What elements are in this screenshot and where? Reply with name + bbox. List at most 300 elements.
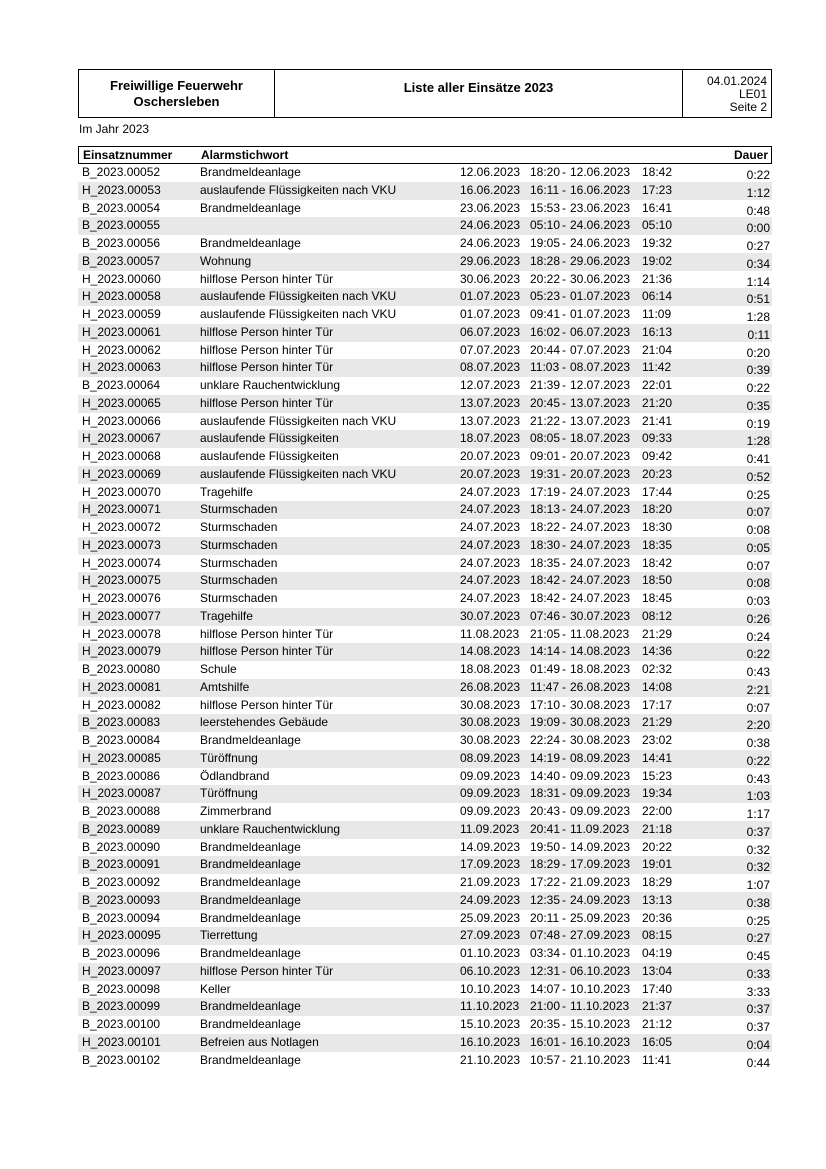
range-separator: -	[562, 786, 566, 801]
end-date: 30.08.2023	[570, 715, 631, 730]
range-separator: -	[562, 910, 566, 925]
end-date: 17.09.2023	[570, 857, 631, 872]
start-time: 16:02	[530, 324, 561, 339]
duration: 0:52	[746, 469, 770, 484]
table-row	[78, 714, 772, 732]
end-date: 18.07.2023	[570, 431, 631, 446]
start-date: 24.06.2023	[460, 236, 521, 250]
duration: 0:08	[746, 523, 770, 537]
start-time: 17:22	[530, 875, 561, 889]
range-separator: -	[562, 449, 566, 463]
start-time: 18:20	[530, 165, 561, 179]
end-date: 06.07.2023	[570, 324, 631, 339]
end-date: 13.07.2023	[570, 413, 631, 428]
incident-number: H_2023.00069	[82, 466, 161, 481]
start-date: 12.07.2023	[460, 378, 521, 392]
incident-number: B_2023.00091	[82, 857, 161, 872]
incident-number: H_2023.00061	[82, 324, 161, 339]
table-row	[78, 395, 772, 413]
duration: 0:34	[746, 256, 770, 271]
table-row	[78, 963, 772, 981]
table-row	[78, 785, 772, 803]
start-time: 05:10	[530, 218, 561, 233]
start-time: 21:00	[530, 999, 561, 1014]
start-date: 24.07.2023	[460, 591, 521, 605]
end-date: 24.07.2023	[570, 555, 631, 570]
end-time: 21:41	[642, 413, 673, 428]
incident-number: H_2023.00063	[82, 360, 161, 375]
incident-number: H_2023.00067	[82, 431, 161, 446]
end-time: 23:02	[642, 733, 673, 747]
alarm-keyword: auslaufende Flüssigkeiten	[200, 449, 339, 463]
duration: 0:41	[746, 452, 770, 466]
end-time: 14:41	[642, 750, 673, 765]
table-row	[78, 910, 772, 928]
alarm-keyword: auslaufende Flüssigkeiten nach VKU	[200, 413, 397, 428]
table-row	[78, 377, 772, 395]
alarm-keyword: hilflose Person hinter Tür	[200, 697, 334, 712]
range-separator: -	[562, 1017, 566, 1031]
incident-number: B_2023.00094	[82, 910, 161, 925]
range-separator: -	[562, 253, 566, 268]
end-date: 15.10.2023	[570, 1017, 631, 1031]
start-time: 18:30	[530, 537, 561, 552]
end-date: 14.08.2023	[570, 644, 631, 659]
start-date: 08.09.2023	[460, 750, 521, 765]
start-date: 09.09.2023	[460, 804, 521, 818]
table-row	[78, 839, 772, 857]
duration: 0:05	[746, 540, 770, 555]
start-date: 25.09.2023	[460, 910, 521, 925]
end-date: 30.08.2023	[570, 697, 631, 712]
duration: 0:32	[746, 842, 770, 857]
end-time: 20:36	[642, 910, 673, 925]
start-date: 26.08.2023	[460, 679, 521, 694]
end-time: 02:32	[642, 662, 673, 676]
duration: 0:07	[746, 558, 770, 573]
end-date: 24.07.2023	[570, 502, 631, 517]
table-row	[78, 555, 772, 573]
end-date: 27.09.2023	[570, 928, 631, 943]
incident-number: H_2023.00097	[82, 963, 161, 978]
duration: 0:20	[746, 345, 770, 360]
start-date: 20.07.2023	[460, 449, 521, 463]
duration: 0:44	[746, 1055, 770, 1070]
start-time: 18:42	[530, 573, 561, 588]
start-date: 30.07.2023	[460, 608, 521, 623]
start-time: 21:39	[530, 378, 561, 392]
incident-number: B_2023.00056	[82, 236, 161, 250]
incident-number: H_2023.00082	[82, 697, 161, 712]
end-date: 24.07.2023	[570, 591, 631, 605]
alarm-keyword: Brandmeldeanlage	[200, 1017, 301, 1031]
alarm-keyword: Ödlandbrand	[200, 768, 270, 783]
end-date: 09.09.2023	[570, 804, 631, 818]
table-header	[78, 146, 772, 164]
alarm-keyword: hilflose Person hinter Tür	[200, 395, 334, 410]
table-row	[78, 235, 772, 253]
incident-number: H_2023.00070	[82, 484, 161, 499]
start-time: 18:22	[530, 520, 561, 534]
alarm-keyword: hilflose Person hinter Tür	[200, 644, 334, 659]
duration: 0:24	[746, 629, 770, 644]
incident-number: H_2023.00065	[82, 395, 161, 410]
end-time: 18:45	[642, 591, 673, 605]
start-time: 09:01	[530, 449, 561, 463]
start-date: 30.08.2023	[460, 733, 521, 747]
alarm-keyword: Amtshilfe	[200, 679, 250, 694]
duration: 0:07	[746, 505, 770, 520]
range-separator: -	[562, 502, 566, 517]
end-date: 24.07.2023	[570, 573, 631, 588]
incident-number: H_2023.00071	[82, 502, 161, 517]
duration: 1:07	[746, 878, 770, 892]
start-time: 05:23	[530, 289, 561, 304]
duration: 0:45	[746, 949, 770, 963]
alarm-keyword: Keller	[200, 981, 231, 996]
end-time: 08:12	[642, 608, 673, 623]
column-header-number: Einsatznummer	[83, 148, 173, 162]
start-date: 30.08.2023	[460, 697, 521, 712]
end-date: 23.06.2023	[570, 200, 631, 215]
alarm-keyword: auslaufende Flüssigkeiten nach VKU	[200, 289, 397, 304]
table-row	[78, 608, 772, 626]
end-date: 14.09.2023	[570, 839, 631, 854]
table-row	[78, 626, 772, 644]
end-time: 20:23	[642, 466, 673, 481]
end-time: 16:41	[642, 200, 673, 215]
start-date: 06.07.2023	[460, 324, 521, 339]
duration: 0:33	[746, 966, 770, 981]
alarm-keyword: Tragehilfe	[200, 484, 253, 499]
range-separator: -	[562, 999, 566, 1014]
table-row	[78, 448, 772, 466]
end-date: 29.06.2023	[570, 253, 631, 268]
alarm-keyword: Brandmeldeanlage	[200, 1052, 301, 1067]
incident-number: H_2023.00079	[82, 644, 161, 659]
end-time: 18:42	[642, 165, 673, 179]
alarm-keyword: Sturmschaden	[200, 555, 278, 570]
duration: 0:22	[746, 647, 770, 662]
range-separator: -	[562, 591, 566, 605]
start-time: 14:14	[530, 644, 561, 659]
table-row	[78, 643, 772, 661]
start-time: 08:05	[530, 431, 561, 446]
duration: 1:28	[746, 310, 770, 324]
table-row	[78, 164, 772, 182]
incident-number: B_2023.00102	[82, 1052, 161, 1067]
start-date: 15.10.2023	[460, 1017, 521, 1031]
start-date: 13.07.2023	[460, 413, 521, 428]
start-date: 11.10.2023	[460, 999, 520, 1014]
alarm-keyword: Brandmeldeanlage	[200, 200, 301, 215]
range-separator: -	[562, 928, 566, 943]
incident-number: H_2023.00078	[82, 626, 161, 641]
end-date: 07.07.2023	[570, 342, 631, 357]
range-separator: -	[562, 821, 566, 836]
range-separator: -	[562, 1052, 566, 1067]
end-time: 13:04	[642, 963, 673, 978]
alarm-keyword: auslaufende Flüssigkeiten nach VKU	[200, 182, 397, 197]
duration: 0:25	[746, 913, 770, 928]
start-time: 22:24	[530, 733, 561, 747]
incident-number: B_2023.00099	[82, 999, 161, 1014]
end-time: 16:05	[642, 1034, 673, 1049]
start-date: 11.09.2023	[460, 821, 520, 836]
end-time: 16:13	[642, 324, 673, 339]
end-time: 17:23	[642, 182, 673, 197]
end-date: 30.07.2023	[570, 608, 631, 623]
end-time: 19:02	[642, 253, 673, 268]
end-date: 24.06.2023	[570, 236, 631, 250]
start-time: 21:05	[530, 626, 561, 641]
duration: 0:04	[746, 1037, 770, 1052]
start-time: 12:35	[530, 892, 561, 907]
duration: 0:26	[746, 611, 770, 626]
start-time: 18:29	[530, 857, 561, 872]
range-separator: -	[562, 573, 566, 588]
range-separator: -	[562, 733, 566, 747]
table-row	[78, 856, 772, 874]
duration: 0:38	[746, 736, 770, 750]
start-time: 19:50	[530, 839, 561, 854]
range-separator: -	[562, 857, 566, 872]
table-row	[78, 200, 772, 218]
table-row	[78, 874, 772, 892]
incident-number: H_2023.00075	[82, 573, 161, 588]
end-date: 16.10.2023	[570, 1034, 631, 1049]
duration: 0:08	[746, 576, 770, 591]
end-time: 14:36	[642, 644, 673, 659]
start-time: 20:44	[530, 342, 561, 357]
range-separator: -	[562, 484, 566, 499]
range-separator: -	[562, 466, 566, 481]
incident-number: B_2023.00100	[82, 1017, 161, 1031]
table-row	[78, 359, 772, 377]
end-time: 21:29	[642, 626, 673, 641]
table-row	[78, 519, 772, 537]
duration: 0:25	[746, 487, 770, 502]
range-separator: -	[562, 413, 566, 428]
start-date: 24.06.2023	[460, 218, 521, 233]
start-date: 16.10.2023	[460, 1034, 521, 1049]
end-time: 11:41	[642, 1052, 672, 1067]
alarm-keyword: Brandmeldeanlage	[200, 875, 301, 889]
start-date: 06.10.2023	[460, 963, 521, 978]
end-date: 11.08.2023	[570, 626, 630, 641]
start-time: 03:34	[530, 946, 561, 960]
table-row	[78, 945, 772, 963]
incident-number: H_2023.00072	[82, 520, 161, 534]
end-time: 14:08	[642, 679, 673, 694]
start-time: 16:11	[530, 182, 560, 197]
year-label: Im Jahr 2023	[79, 122, 150, 136]
table-row	[78, 892, 772, 910]
duration: 2:21	[746, 682, 770, 697]
incident-number: H_2023.00077	[82, 608, 161, 623]
duration: 0:19	[746, 416, 770, 431]
alarm-keyword: Tragehilfe	[200, 608, 253, 623]
table-body	[78, 164, 772, 1069]
end-time: 17:40	[642, 981, 673, 996]
duration: 0:00	[746, 221, 770, 236]
end-date: 24.07.2023	[570, 520, 631, 534]
table-row	[78, 732, 772, 750]
end-time: 18:29	[642, 875, 673, 889]
end-time: 21:20	[642, 395, 673, 410]
start-time: 18:42	[530, 591, 561, 605]
range-separator: -	[562, 626, 566, 641]
duration: 2:20	[746, 718, 770, 733]
end-date: 09.09.2023	[570, 786, 631, 801]
incident-number: B_2023.00092	[82, 875, 161, 889]
table-row	[78, 217, 772, 235]
alarm-keyword: unklare Rauchentwicklung	[200, 821, 341, 836]
duration: 0:48	[746, 203, 770, 218]
duration: 0:22	[746, 381, 770, 395]
table-row	[78, 288, 772, 306]
range-separator: -	[562, 750, 566, 765]
start-time: 01:49	[530, 662, 561, 676]
start-date: 24.07.2023	[460, 555, 521, 570]
range-separator: -	[562, 236, 566, 250]
range-separator: -	[562, 981, 566, 996]
duration: 0:38	[746, 895, 770, 910]
alarm-keyword: Wohnung	[200, 253, 252, 268]
duration: 0:11	[747, 327, 770, 342]
incident-table	[78, 146, 772, 1069]
range-separator: -	[562, 963, 566, 978]
alarm-keyword: hilflose Person hinter Tür	[200, 342, 334, 357]
duration: 1:12	[746, 185, 770, 200]
incident-number: B_2023.00089	[82, 821, 161, 836]
table-row	[78, 661, 772, 679]
duration: 0:32	[746, 860, 770, 875]
alarm-keyword: hilflose Person hinter Tür	[200, 626, 334, 641]
alarm-keyword: auslaufende Flüssigkeiten nach VKU	[200, 466, 397, 481]
incident-number: H_2023.00087	[82, 786, 161, 801]
start-time: 07:48	[530, 928, 561, 943]
organization-line-2: Oschersleben	[133, 93, 220, 109]
start-date: 01.07.2023	[460, 289, 521, 304]
table-row	[78, 430, 772, 448]
alarm-keyword: Türöffnung	[200, 786, 258, 801]
range-separator: -	[562, 875, 566, 889]
range-separator: -	[562, 360, 566, 375]
end-date: 01.07.2023	[570, 307, 631, 321]
range-separator: -	[562, 662, 566, 676]
range-separator: -	[562, 804, 566, 818]
start-date: 07.07.2023	[460, 342, 521, 357]
alarm-keyword: Brandmeldeanlage	[200, 892, 301, 907]
start-time: 20:43	[530, 804, 561, 818]
start-time: 19:09	[530, 715, 561, 730]
start-time: 14:19	[530, 750, 561, 765]
table-row	[78, 927, 772, 945]
range-separator: -	[562, 839, 566, 854]
range-separator: -	[562, 218, 566, 233]
alarm-keyword: Brandmeldeanlage	[200, 857, 301, 872]
report-meta	[683, 70, 771, 117]
incident-number: H_2023.00085	[82, 750, 161, 765]
start-date: 24.07.2023	[460, 537, 521, 552]
alarm-keyword: hilflose Person hinter Tür	[200, 324, 334, 339]
start-time: 10:57	[530, 1052, 561, 1067]
table-row	[78, 768, 772, 786]
end-time: 22:01	[642, 378, 673, 392]
end-time: 21:18	[642, 821, 673, 836]
alarm-keyword: Sturmschaden	[200, 591, 278, 605]
range-separator: -	[562, 289, 566, 304]
duration: 1:03	[746, 789, 770, 804]
incident-number: B_2023.00052	[82, 165, 161, 179]
range-separator: -	[562, 165, 566, 179]
alarm-keyword: Sturmschaden	[200, 537, 278, 552]
alarm-keyword: Brandmeldeanlage	[200, 946, 301, 960]
incident-number: B_2023.00088	[82, 804, 161, 818]
duration: 0:22	[746, 753, 770, 768]
start-time: 16:01	[530, 1034, 561, 1049]
table-row	[78, 182, 772, 200]
duration: 0:35	[746, 398, 770, 413]
end-date: 24.07.2023	[570, 484, 631, 499]
duration: 0:03	[746, 594, 770, 608]
table-row	[78, 537, 772, 555]
table-row	[78, 413, 772, 431]
end-date: 20.07.2023	[570, 449, 631, 463]
end-date: 26.08.2023	[570, 679, 631, 694]
range-separator: -	[562, 200, 566, 215]
table-row	[78, 342, 772, 360]
end-date: 12.07.2023	[570, 378, 631, 392]
start-date: 21.10.2023	[460, 1052, 521, 1067]
incident-number: H_2023.00101	[82, 1034, 161, 1049]
alarm-keyword: Sturmschaden	[200, 573, 278, 588]
alarm-keyword: auslaufende Flüssigkeiten nach VKU	[200, 307, 397, 321]
incident-number: H_2023.00059	[82, 307, 161, 321]
end-time: 05:10	[642, 218, 673, 233]
start-date: 09.09.2023	[460, 786, 521, 801]
alarm-keyword: Türöffnung	[200, 750, 258, 765]
start-date: 21.09.2023	[460, 875, 521, 889]
incident-number: H_2023.00058	[82, 289, 161, 304]
start-date: 09.09.2023	[460, 768, 521, 783]
incident-number: B_2023.00055	[82, 218, 161, 233]
end-time: 21:36	[642, 271, 673, 286]
end-time: 19:01	[642, 857, 673, 872]
range-separator: -	[562, 1034, 566, 1049]
incident-number: H_2023.00060	[82, 271, 161, 286]
end-date: 12.06.2023	[570, 165, 631, 179]
table-row	[78, 466, 772, 484]
duration: 1:17	[746, 807, 770, 821]
table-row	[78, 821, 772, 839]
range-separator: -	[562, 182, 566, 197]
start-date: 01.10.2023	[460, 946, 521, 960]
end-time: 19:32	[642, 236, 673, 250]
alarm-keyword: Brandmeldeanlage	[200, 999, 301, 1014]
start-time: 20:22	[530, 271, 561, 286]
start-date: 16.06.2023	[460, 182, 521, 197]
incident-number: B_2023.00083	[82, 715, 161, 730]
duration: 0:43	[746, 771, 770, 786]
start-date: 12.06.2023	[460, 165, 521, 179]
start-date: 14.09.2023	[460, 839, 521, 854]
range-separator: -	[562, 644, 566, 659]
range-separator: -	[562, 342, 566, 357]
range-separator: -	[562, 395, 566, 410]
start-date: 17.09.2023	[460, 857, 521, 872]
